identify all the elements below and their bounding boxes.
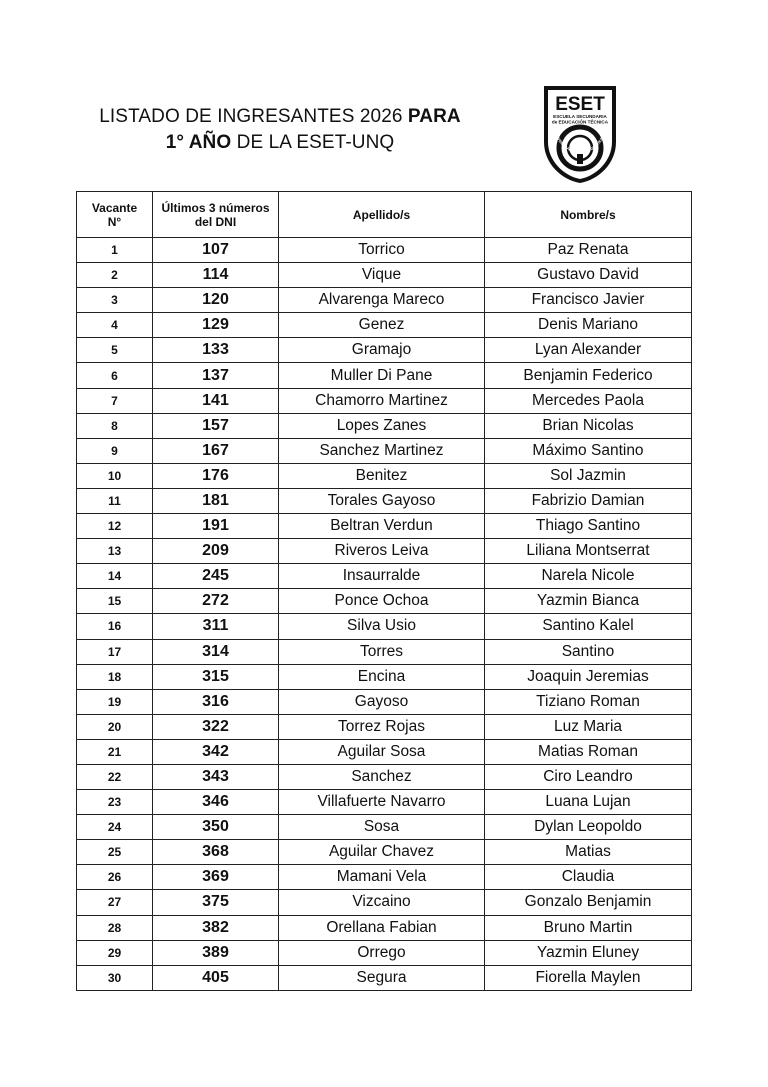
cell-nombre: Francisco Javier (485, 288, 692, 313)
cell-nombre: Thiago Santino (485, 514, 692, 539)
table-row (77, 363, 692, 388)
cell-vacante: 10 (77, 463, 153, 488)
cell-apellido: Torres (279, 639, 485, 664)
cell-vacante: 2 (77, 263, 153, 288)
table-row (77, 589, 692, 614)
cell-nombre: Fiorella Maylen (485, 965, 692, 990)
cell-dni: 114 (153, 263, 279, 288)
title-line-1 (60, 104, 500, 130)
logo-name: ESET (555, 94, 605, 115)
cell-dni: 311 (153, 614, 279, 639)
cell-apellido: Chamorro Martinez (279, 388, 485, 413)
cell-apellido: Torales Gayoso (279, 488, 485, 513)
table-row (77, 865, 692, 890)
cell-apellido: Muller Di Pane (279, 363, 485, 388)
cell-apellido: Encina (279, 664, 485, 689)
cell-nombre: Denis Mariano (485, 313, 692, 338)
cell-vacante: 26 (77, 865, 153, 890)
document-title (60, 104, 500, 156)
table-row (77, 965, 692, 990)
header-dni (153, 192, 279, 238)
cell-apellido: Torrico (279, 238, 485, 263)
table-row (77, 438, 692, 463)
cell-apellido: Silva Usio (279, 614, 485, 639)
cell-dni: 375 (153, 890, 279, 915)
title-line-2-normal: DE LA ESET-UNQ (231, 132, 395, 153)
table-body (77, 238, 692, 991)
cell-vacante: 22 (77, 764, 153, 789)
cell-vacante: 27 (77, 890, 153, 915)
title-line-1-normal: LISTADO DE INGRESANTES 2026 (99, 106, 408, 127)
table-row (77, 564, 692, 589)
table-row (77, 288, 692, 313)
cell-dni: 107 (153, 238, 279, 263)
cell-nombre: Matias Roman (485, 739, 692, 764)
cell-apellido: Sanchez Martinez (279, 438, 485, 463)
cell-vacante: 21 (77, 739, 153, 764)
cell-vacante: 15 (77, 589, 153, 614)
cell-dni: 322 (153, 714, 279, 739)
table-row (77, 764, 692, 789)
ingresantes-table (76, 191, 692, 991)
table-row (77, 940, 692, 965)
cell-apellido: Beltran Verdun (279, 514, 485, 539)
cell-apellido: Torrez Rojas (279, 714, 485, 739)
cell-nombre: Sol Jazmin (485, 463, 692, 488)
cell-vacante: 23 (77, 790, 153, 815)
cell-vacante: 4 (77, 313, 153, 338)
cell-nombre: Bruno Martin (485, 915, 692, 940)
cell-apellido: Sosa (279, 815, 485, 840)
table-row (77, 840, 692, 865)
logo-q-tail (577, 154, 583, 164)
cell-nombre: Máximo Santino (485, 438, 692, 463)
table-row (77, 915, 692, 940)
cell-nombre: Santino Kalel (485, 614, 692, 639)
cell-nombre: Paz Renata (485, 238, 692, 263)
table-row (77, 815, 692, 840)
table-row (77, 463, 692, 488)
table-row (77, 263, 692, 288)
cell-vacante: 14 (77, 564, 153, 589)
cell-vacante: 6 (77, 363, 153, 388)
cell-dni: 133 (153, 338, 279, 363)
cell-dni: 167 (153, 438, 279, 463)
cell-apellido: Orrego (279, 940, 485, 965)
header-apellido: Apellido/s (279, 192, 485, 238)
cell-nombre: Fabrizio Damian (485, 488, 692, 513)
cell-dni: 350 (153, 815, 279, 840)
cell-vacante: 9 (77, 438, 153, 463)
cell-dni: 389 (153, 940, 279, 965)
header-dni-line-1: Últimos 3 números (161, 200, 270, 215)
cell-vacante: 24 (77, 815, 153, 840)
cell-dni: 315 (153, 664, 279, 689)
cell-nombre: Yazmin Eluney (485, 940, 692, 965)
cell-vacante: 13 (77, 539, 153, 564)
cell-dni: 181 (153, 488, 279, 513)
cell-vacante: 28 (77, 915, 153, 940)
table-row (77, 739, 692, 764)
table-row (77, 689, 692, 714)
cell-dni: 245 (153, 564, 279, 589)
cell-apellido: Ponce Ochoa (279, 589, 485, 614)
cell-nombre: Gonzalo Benjamin (485, 890, 692, 915)
cell-apellido: Genez (279, 313, 485, 338)
cell-nombre: Mercedes Paola (485, 388, 692, 413)
header-dni-line-2: del DNI (194, 214, 237, 229)
cell-apellido: Villafuerte Navarro (279, 790, 485, 815)
title-line-2-bold: 1° AÑO (165, 132, 232, 153)
cell-dni: 405 (153, 965, 279, 990)
logo-subtitle-1: ESCUELA SECUNDARIA (553, 114, 607, 119)
logo-arc-text: UNIVERSIDAD NACIONAL DE QUILMES (554, 132, 606, 155)
cell-dni: 346 (153, 790, 279, 815)
title-line-2 (60, 130, 500, 156)
cell-apellido: Lopes Zanes (279, 413, 485, 438)
header-nombre: Nombre/s (485, 192, 692, 238)
cell-nombre: Gustavo David (485, 263, 692, 288)
header-vacante-line-1: Vacante (91, 200, 138, 215)
cell-dni: 157 (153, 413, 279, 438)
cell-vacante: 3 (77, 288, 153, 313)
cell-nombre: Luana Lujan (485, 790, 692, 815)
table-row (77, 614, 692, 639)
cell-apellido: Segura (279, 965, 485, 990)
header-vacante (77, 192, 153, 238)
header-row (77, 192, 692, 238)
table-row (77, 664, 692, 689)
cell-vacante: 20 (77, 714, 153, 739)
table-row (77, 514, 692, 539)
table-row (77, 488, 692, 513)
cell-apellido: Mamani Vela (279, 865, 485, 890)
table-row (77, 790, 692, 815)
cell-vacante: 8 (77, 413, 153, 438)
cell-vacante: 12 (77, 514, 153, 539)
cell-nombre: Santino (485, 639, 692, 664)
cell-vacante: 17 (77, 639, 153, 664)
cell-dni: 343 (153, 764, 279, 789)
cell-dni: 137 (153, 363, 279, 388)
cell-vacante: 11 (77, 488, 153, 513)
cell-apellido: Aguilar Chavez (279, 840, 485, 865)
cell-vacante: 30 (77, 965, 153, 990)
cell-apellido: Aguilar Sosa (279, 739, 485, 764)
table-row (77, 714, 692, 739)
cell-dni: 209 (153, 539, 279, 564)
cell-dni: 120 (153, 288, 279, 313)
header-vacante-line-2: N° (107, 214, 122, 229)
cell-dni: 314 (153, 639, 279, 664)
cell-nombre: Liliana Montserrat (485, 539, 692, 564)
table-header (77, 192, 692, 238)
cell-apellido: Riveros Leiva (279, 539, 485, 564)
cell-dni: 191 (153, 514, 279, 539)
eset-logo (542, 84, 618, 184)
cell-nombre: Lyan Alexander (485, 338, 692, 363)
cell-apellido: Orellana Fabian (279, 915, 485, 940)
table-row (77, 338, 692, 363)
cell-apellido: Insaurralde (279, 564, 485, 589)
title-line-1-bold: PARA (407, 106, 461, 127)
cell-apellido: Alvarenga Mareco (279, 288, 485, 313)
table-row (77, 238, 692, 263)
cell-vacante: 7 (77, 388, 153, 413)
cell-nombre: Tiziano Roman (485, 689, 692, 714)
cell-vacante: 18 (77, 664, 153, 689)
cell-nombre: Narela Nicole (485, 564, 692, 589)
cell-vacante: 29 (77, 940, 153, 965)
cell-apellido: Sanchez (279, 764, 485, 789)
cell-dni: 369 (153, 865, 279, 890)
cell-nombre: Luz Maria (485, 714, 692, 739)
cell-nombre: Joaquin Jeremias (485, 664, 692, 689)
cell-vacante: 16 (77, 614, 153, 639)
cell-nombre: Dylan Leopoldo (485, 815, 692, 840)
cell-nombre: Ciro Leandro (485, 764, 692, 789)
table-row (77, 539, 692, 564)
table-row (77, 313, 692, 338)
cell-nombre: Benjamin Federico (485, 363, 692, 388)
cell-apellido: Gayoso (279, 689, 485, 714)
cell-nombre: Brian Nicolas (485, 413, 692, 438)
table-row (77, 388, 692, 413)
cell-dni: 382 (153, 915, 279, 940)
cell-nombre: Matias (485, 840, 692, 865)
table-row (77, 639, 692, 664)
cell-apellido: Vizcaino (279, 890, 485, 915)
cell-dni: 368 (153, 840, 279, 865)
cell-vacante: 19 (77, 689, 153, 714)
table-row (77, 890, 692, 915)
cell-vacante: 25 (77, 840, 153, 865)
cell-vacante: 1 (77, 238, 153, 263)
cell-nombre: Claudia (485, 865, 692, 890)
cell-dni: 272 (153, 589, 279, 614)
logo-subtitle-2: de EDUCACIÓN TÉCNICA (551, 119, 609, 125)
cell-dni: 129 (153, 313, 279, 338)
cell-nombre: Yazmin Bianca (485, 589, 692, 614)
cell-apellido: Gramajo (279, 338, 485, 363)
cell-apellido: Benitez (279, 463, 485, 488)
cell-dni: 141 (153, 388, 279, 413)
cell-dni: 342 (153, 739, 279, 764)
table-row (77, 413, 692, 438)
cell-dni: 316 (153, 689, 279, 714)
cell-apellido: Vique (279, 263, 485, 288)
cell-vacante: 5 (77, 338, 153, 363)
cell-dni: 176 (153, 463, 279, 488)
